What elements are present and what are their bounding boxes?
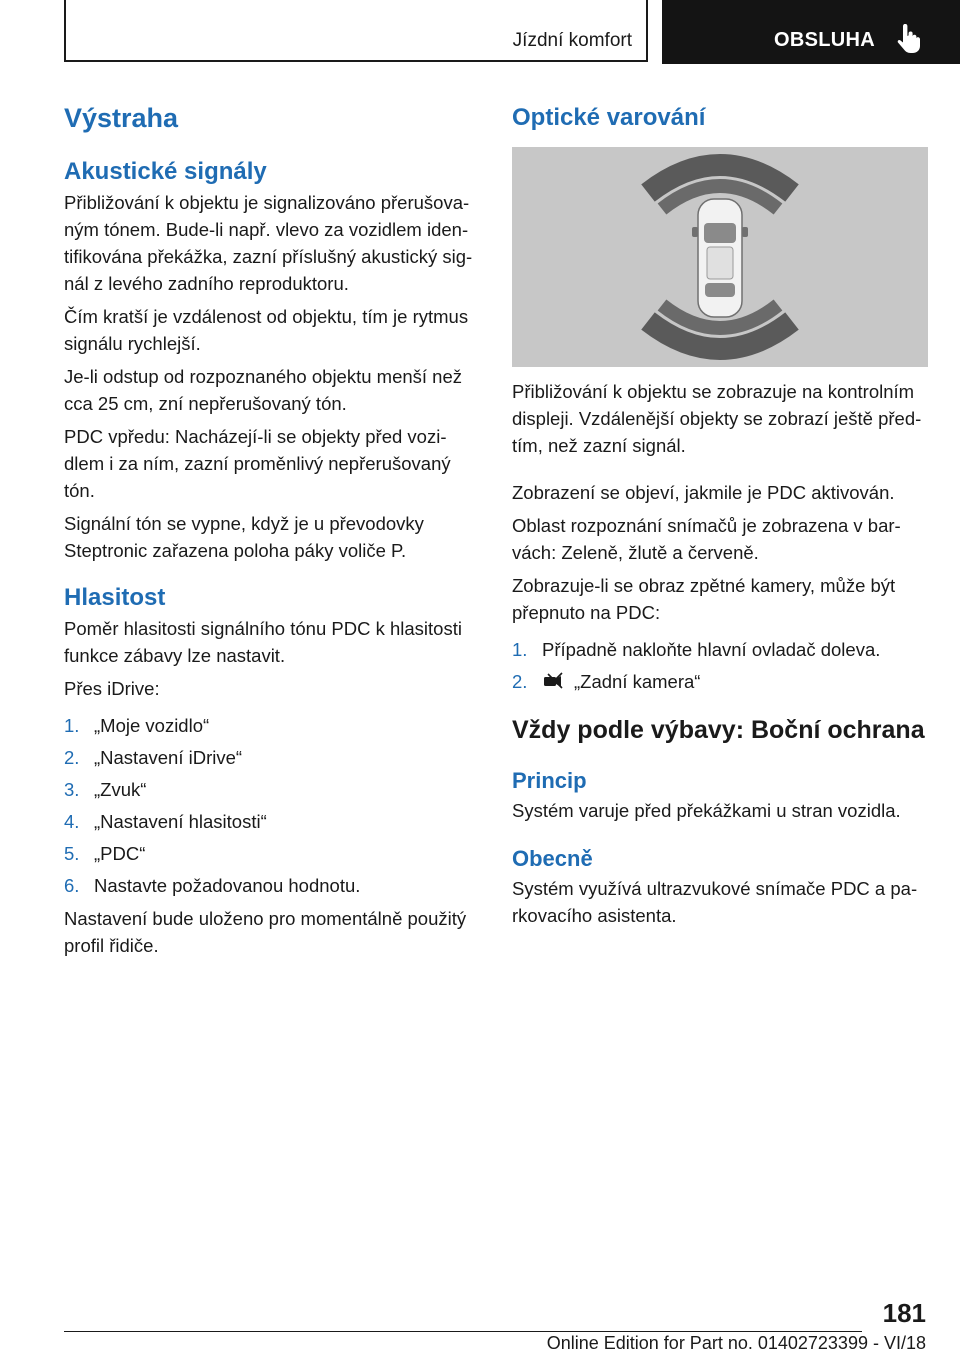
paragraph: PDC vpředu: Nacházejí-li se objekty před vozidlem i za ním, zazní proměnlivý nepřerušovaný tón.	[64, 426, 451, 501]
heading-principle: Princip	[512, 768, 587, 793]
edition-footer: Online Edition for Part no. 01402723399 - VI/18	[546, 1333, 926, 1353]
step-number: 1.	[512, 639, 528, 660]
figure-caption: Přibližování k objektu se zobrazuje na kontrolním displeji. Vzdálenější objekty se zobrazí ještě předtím, než zazní signál.	[512, 381, 922, 456]
paragraph: Zobrazuje-li se obraz zpětné kamery, může být přepnuto na PDC:	[512, 575, 896, 623]
heading-volume: Hlasitost	[64, 584, 166, 611]
paragraph: Zobrazení se objeví, jakmile je PDC aktivován.	[512, 482, 895, 503]
header-chapter-box	[64, 0, 648, 62]
step-text: „Nastavení iDrive“	[94, 747, 243, 768]
step-number: 2.	[64, 747, 80, 768]
idrive-steps-list	[64, 712, 478, 899]
section-title-warning: Výstraha	[64, 103, 179, 133]
paragraph: Systém využívá ultrazvukové snímače PDC a parkovacího asistenta.	[512, 878, 918, 926]
step-text: Případně nakloňte hlavní ovladač doleva.	[542, 639, 881, 660]
parking-sensor-figure	[512, 147, 928, 367]
paragraph: Přes iDrive:	[64, 678, 160, 699]
list-item	[512, 668, 928, 695]
parking-sensor-car-icon	[512, 147, 928, 367]
list-item	[64, 776, 478, 803]
step-text: „Moje vozidlo“	[94, 715, 210, 736]
paragraph: Poměr hlasitosti signálního tónu PDC k hlasitosti funkce zábavy lze nastavit.	[64, 618, 462, 666]
step-text: „Zadní kamera“	[574, 671, 701, 692]
heading-optical-warning: Optické varování	[512, 104, 706, 131]
paragraph: Čím kratší je vzdálenost od objektu, tím je rytmus signálu rychlejší.	[64, 306, 469, 354]
list-item	[64, 808, 478, 835]
chapter-title: Jízdní komfort	[512, 30, 632, 51]
step-number: 1.	[64, 715, 80, 736]
list-item	[64, 744, 478, 771]
left-column	[64, 100, 478, 959]
paragraph: Je-li odstup od rozpoznaného objektu menší než cca 25 cm, zní nepřerušovaný tón.	[64, 366, 463, 414]
list-item	[64, 872, 478, 899]
rear-camera-icon	[542, 671, 566, 691]
step-number: 3.	[64, 779, 80, 800]
right-column	[512, 100, 928, 929]
heading-acoustic-signals: Akustické signály	[64, 158, 267, 185]
list-item	[64, 712, 478, 739]
step-text: Nastavte požadovanou hodnotu.	[94, 875, 361, 896]
paragraph: Oblast rozpoznání snímačů je zobrazena v barvách: Zeleně, žlutě a červeně.	[512, 515, 901, 563]
step-number: 6.	[64, 875, 80, 896]
step-number: 5.	[64, 843, 80, 864]
heading-general: Obecně	[512, 846, 593, 871]
paragraph: Systém varuje před překážkami u stran vozidla.	[512, 800, 901, 821]
step-text: „Nastavení hlasitosti“	[94, 811, 267, 832]
heading-side-protection: Vždy podle výbavy: Boční ochrana	[512, 716, 925, 744]
step-text: „PDC“	[94, 843, 146, 864]
step-number: 4.	[64, 811, 80, 832]
section-tab	[662, 0, 960, 64]
section-tab-label: OBSLUHA	[774, 29, 875, 51]
step-number: 2.	[512, 671, 528, 692]
hand-pointer-icon	[896, 24, 922, 54]
paragraph: Signální tón se vypne, když je u převodovky Steptronic zařazena poloha páky voliče P.	[64, 513, 424, 561]
page-number: 181	[882, 1298, 926, 1328]
step-text: „Zvuk“	[94, 779, 147, 800]
list-item	[512, 636, 928, 663]
paragraph: Nastavení bude uloženo pro momentálně použitý profil řidiče.	[64, 908, 467, 956]
camera-steps-list	[512, 636, 928, 695]
footer-divider	[64, 1331, 862, 1332]
list-item	[64, 840, 478, 867]
paragraph: Přibližování k objektu je signalizováno přerušovaným tónem. Bude-li např. vlevo za vozidlem identifikována překážka, zazní příslušný akustický signál z levého zadního reproduktoru.	[64, 192, 473, 294]
